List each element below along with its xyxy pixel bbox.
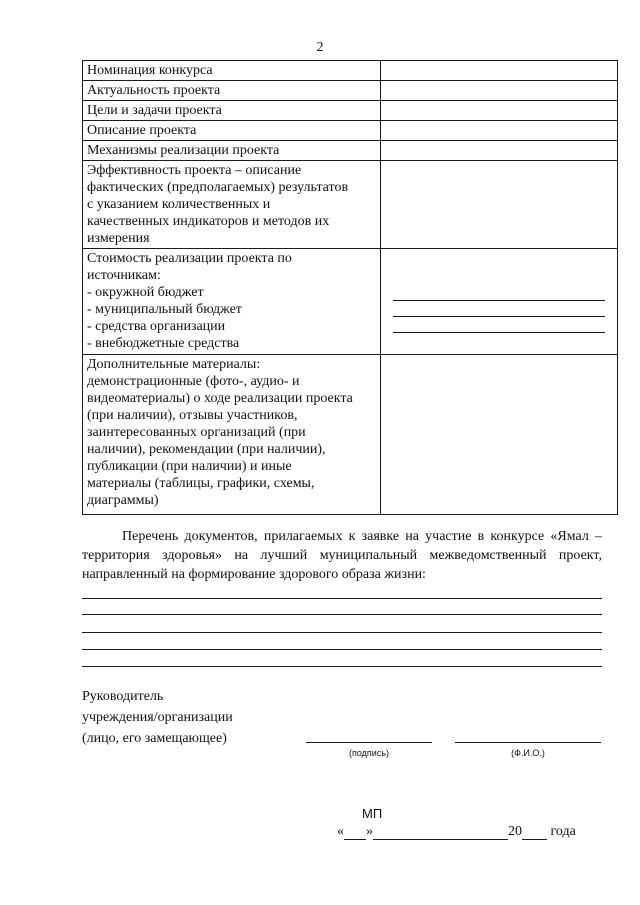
row-label-additional xyxy=(83,355,381,515)
signature-caption: (подпись) xyxy=(348,748,390,758)
row-label-mechanisms: Механизмы реализации проекта xyxy=(83,141,381,161)
row-label-efficiency xyxy=(83,161,381,249)
documents-line[interactable] xyxy=(82,598,602,599)
row-label-cost xyxy=(83,249,381,355)
fill-line-organization-funds[interactable] xyxy=(393,332,605,333)
month-field[interactable] xyxy=(373,826,508,840)
cost-text: Стоимость реализации проекта по источникам: - окружной бюджет - муниципальный бюджет - средства организации - внебюджетные средства xyxy=(87,251,292,351)
value-cell-nomination[interactable] xyxy=(381,61,618,81)
table-row xyxy=(83,121,618,141)
quote-open: « xyxy=(337,824,344,839)
table-row xyxy=(83,61,618,81)
value-cell-goals[interactable] xyxy=(381,101,618,121)
year-century: 20 xyxy=(508,824,522,839)
value-cell-description[interactable] xyxy=(381,121,618,141)
table-row xyxy=(83,161,618,249)
application-form-table xyxy=(82,60,618,515)
value-cell-efficiency[interactable] xyxy=(381,161,618,249)
value-cell-relevance[interactable] xyxy=(381,81,618,101)
documents-line[interactable] xyxy=(82,649,602,650)
documents-line[interactable] xyxy=(82,614,602,615)
efficiency-text: Эффективность проекта – описание фактических (предполагаемых) результатов с указанием количественных и качественных индикаторов и методов их измерения xyxy=(87,163,349,246)
signature-line[interactable] xyxy=(306,742,432,743)
head-label: Руководитель учреждения/организации (лицо, его замещающее) xyxy=(82,689,233,746)
stamp-label: МП xyxy=(362,806,383,821)
documents-paragraph: Перечень документов, прилагаемых к заявке на участие в конкурсе «Ямал – территория здоровья» на лучший муниципальный межведомственный проект, направленный на формирование здорового образа жизни: xyxy=(82,529,602,582)
day-field[interactable] xyxy=(344,826,366,840)
full-name-caption: (Ф.И.О.) xyxy=(511,748,545,758)
documents-line[interactable] xyxy=(82,666,602,667)
table-row xyxy=(83,101,618,121)
value-cell-cost[interactable] xyxy=(381,249,618,355)
date-line xyxy=(337,824,576,840)
value-cell-additional[interactable] xyxy=(381,355,618,515)
quote-close: » xyxy=(366,824,373,839)
row-label-nomination: Номинация конкурса xyxy=(83,61,381,81)
row-label-relevance: Актуальность проекта xyxy=(83,81,381,101)
additional-text: Дополнительные материалы: демонстрационные (фото-, аудио- и видеоматериалы) о ходе реализации проекта (при наличии), отзывы участников, заинтересованных организаций (при наличии), рекомендации (при наличии), публикации (при наличии) и иные материалы (таблицы, графики, схемы, диаграммы) xyxy=(87,357,353,508)
row-label-goals: Цели и задачи проекта xyxy=(83,101,381,121)
year-word: года xyxy=(550,824,576,839)
table-row xyxy=(83,141,618,161)
documents-line[interactable] xyxy=(82,632,602,633)
table-row xyxy=(83,249,618,355)
table-row xyxy=(83,355,618,515)
page-number: 2 xyxy=(316,40,324,55)
value-cell-mechanisms[interactable] xyxy=(381,141,618,161)
year-field[interactable] xyxy=(522,826,547,840)
full-name-line[interactable] xyxy=(455,742,601,743)
row-label-description: Описание проекта xyxy=(83,121,381,141)
table-row xyxy=(83,81,618,101)
